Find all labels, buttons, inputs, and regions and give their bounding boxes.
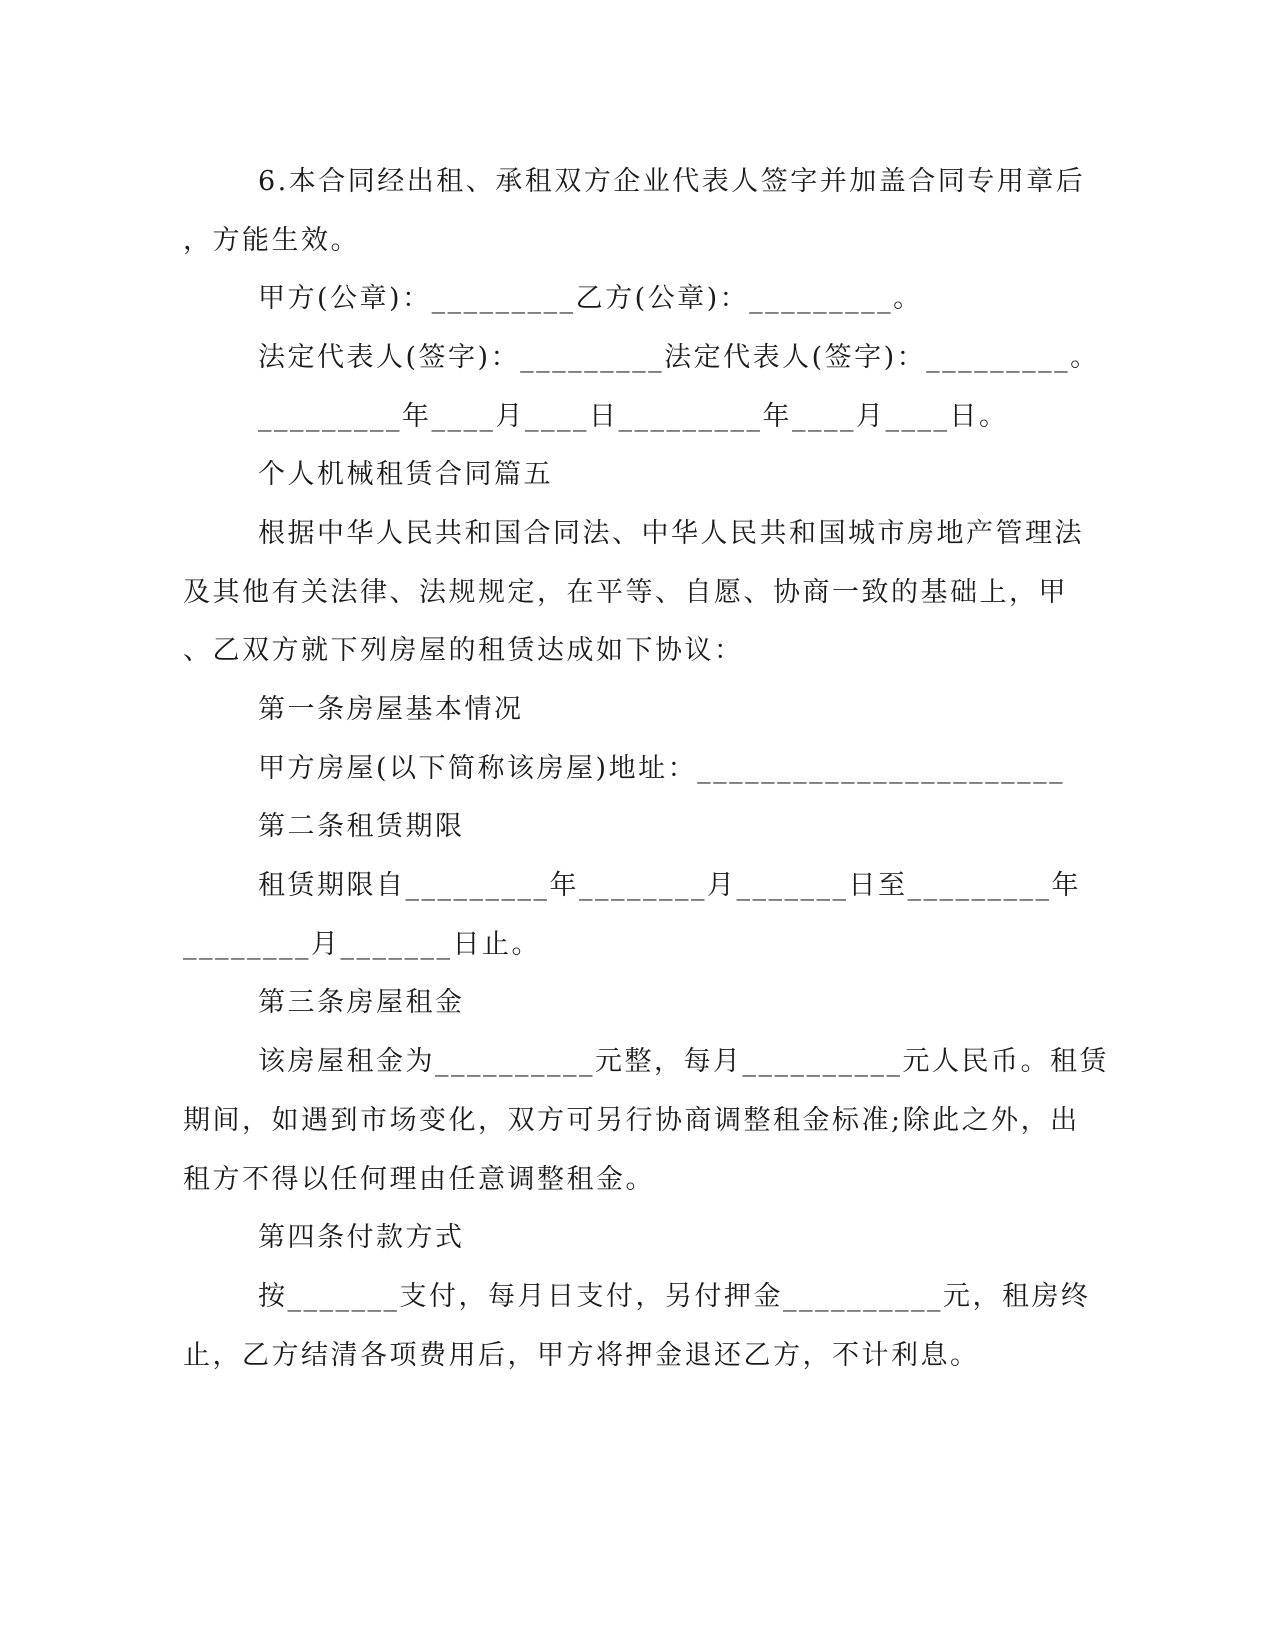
preamble-line-2: 及其他有关法律、法规规定，在平等、自愿、协商一致的基础上，甲 [183, 577, 1068, 608]
article-2-heading: 第二条租赁期限 [258, 811, 465, 842]
rent-line-3: 租方不得以任何理由任意调整租金。 [183, 1164, 655, 1195]
section-heading: 个人机械租赁合同篇五 [258, 459, 553, 490]
house-address-line: 甲方房屋(以下简称该房屋)地址：_______________________ [258, 753, 1066, 784]
rent-line-1: 该房屋租金为__________元整，每月__________元人民币。租赁 [258, 1046, 1109, 1077]
clause-6-line-1: 6.本合同经出租、承租双方企业代表人签字并加盖合同专用章后 [258, 166, 1086, 197]
signing-date-line: _________年____月____日_________年____月____日。 [258, 401, 1009, 432]
payment-line-1: 按_______支付，每月日支付，另付押金__________元，租房终 [258, 1281, 1091, 1312]
preamble-line-3: 、乙双方就下列房屋的租赁达成如下协议： [183, 635, 744, 666]
rent-line-2: 期间，如遇到市场变化，双方可另行协商调整租金标准;除此之外，出 [183, 1105, 1080, 1136]
lease-term-line-1: 租赁期限自_________年________月_______日至_________年 [258, 870, 1081, 901]
article-4-heading: 第四条付款方式 [258, 1222, 465, 1253]
article-3-heading: 第三条房屋租金 [258, 987, 465, 1018]
article-1-heading: 第一条房屋基本情况 [258, 694, 524, 725]
legal-representative-signature-line: 法定代表人(签字)：_________法定代表人(签字)：_________。 [258, 342, 1100, 373]
party-seal-line: 甲方(公章)：_________乙方(公章)：_________。 [258, 283, 923, 314]
preamble-line-1: 根据中华人民共和国合同法、中华人民共和国城市房地产管理法 [258, 518, 1084, 549]
clause-6-line-2: ，方能生效。 [183, 225, 360, 256]
lease-term-line-2: ________月_______日止。 [183, 929, 541, 960]
payment-line-2: 止，乙方结清各项费用后，甲方将押金退还乙方，不计利息。 [183, 1340, 980, 1371]
